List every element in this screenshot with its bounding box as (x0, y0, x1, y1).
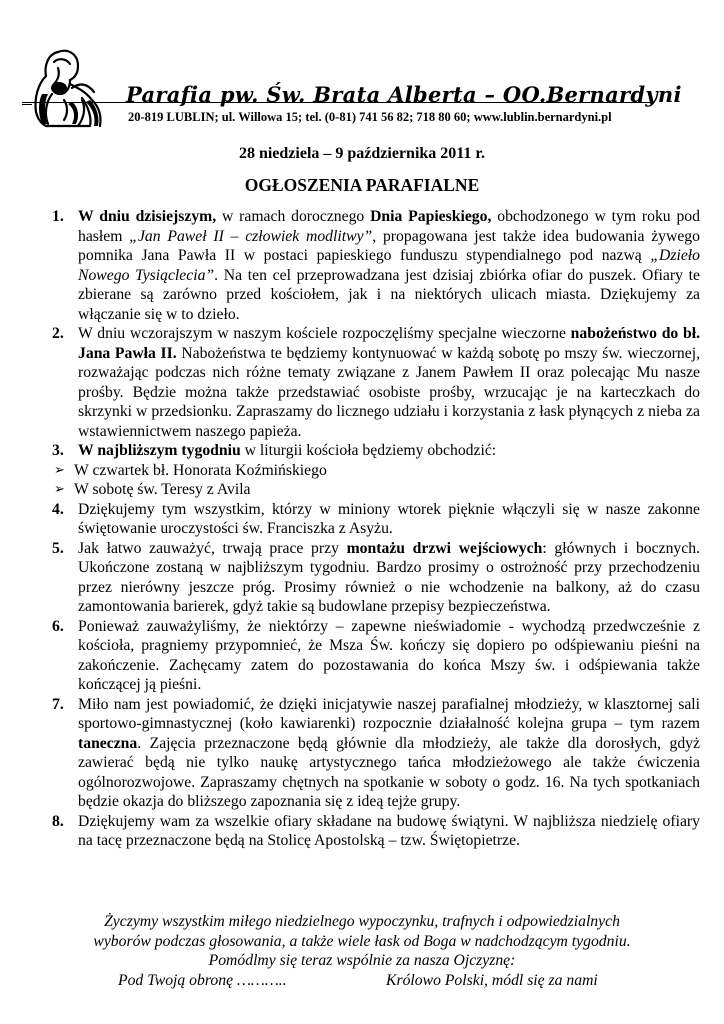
closing-wishes (0, 912, 724, 991)
announcement-number: 8. (52, 812, 64, 830)
emphasis: nabożeństwo do bł. Jana Pawła II. (78, 325, 700, 362)
arrow-bullet-icon: ➢ (54, 462, 65, 478)
quote: „Jan Paweł II – człowiek modlitwy” (129, 227, 373, 245)
closing-line: Życzymy wszystkim miłego niedzielnego wypoczynku, trafnych i odpowiedzialnych (104, 913, 620, 930)
text: Jak łatwo zauważyć, trwają prace przy (78, 539, 347, 557)
saint-figure-logo-icon (28, 44, 128, 128)
closing-line: Pomódlmy się teraz wspólnie za nasza Ojczyznę: (208, 952, 516, 969)
announcement-5 (52, 539, 700, 617)
text: Ponieważ zauważyliśmy, że niektórzy – zapewne nieświadomie - wychodzą przedwcześnie z kościoła, pragniemy przypomnieć, że Msza Św. kończy się dopiero po odśpiewaniu pieśni na zakończenie. Zachęcamy zatem do pozostawania do końca Mszy św. i odśpiewania także kończącej ją pieśni. (78, 617, 700, 693)
date-line: 28 niedziela – 9 października 2011 r. (238, 145, 486, 162)
emphasis: W dniu dzisiejszym, (78, 208, 217, 225)
announcement-number: 4. (52, 500, 64, 518)
announcement-number: 5. (52, 539, 64, 557)
emphasis: montażu drzwi wejściowych (346, 539, 543, 557)
text: W czwartek bł. Honorata Koźmińskiego (74, 461, 327, 479)
emphasis: taneczna (78, 734, 138, 752)
announcement-4 (52, 500, 700, 539)
text: obchodzonego w tym roku pod hasłem (78, 208, 700, 245)
closing-line: wyborów podczas głosowania, a także wiele łask od Boga w nadchodzącym tygodniu. (93, 932, 631, 950)
text: : głównych i bocznych. Ukończone zostaną w najbliższym tygodniu. Bardzo prosimy o ostrożność przy przechodzeniu przez nierówny jeszcze próg. Prosimy również o nie wchodzenie na balkony, aż do czasu zamontowania barierek, gdyż takie są budowlane przepisy bezpieczeństwa. (78, 539, 700, 615)
text: . Na ten cel przeprowadzana jest dzisiaj zbiórka ofiar do puszek. Ofiary te zbierane są zarówno przed kościołem, jak i na niektórych ulicach miasta. Dziękujemy za włączanie się w to dzieło. (78, 266, 700, 323)
prayer-response: Królowo Polski, módl się za nami (386, 971, 598, 989)
announcement-2 (52, 324, 700, 441)
quote: „Dzieło Nowego Tysiąclecia” (78, 247, 700, 284)
announcement-6 (52, 617, 700, 695)
emphasis: W najbliższym tygodniu (78, 442, 241, 459)
announcement-number: 2. (52, 325, 64, 342)
text: , propagowana jest także idea budowania żywego pomnika Jana Pawła II w postaci papieskiego funduszu stypendialnego pod nazwą (78, 227, 700, 264)
header-divider-tick (22, 104, 32, 105)
parish-name: Parafia pw. Św. Brata Alberta – OO.Bernardyni (126, 82, 682, 107)
prayer-verse: Pod Twoją obronę ……….. (118, 971, 287, 989)
document-title: OGŁOSZENIA PARAFIALNE (244, 175, 480, 195)
announcement-number: 1. (52, 208, 64, 225)
feast-list (52, 461, 700, 500)
announcement-8 (52, 812, 700, 851)
announcement-number: 6. (52, 617, 64, 635)
announcement-3 (52, 441, 700, 461)
text: W dniu wczorajszym w naszym kościele rozpoczęliśmy specjalne wieczorne (78, 325, 571, 342)
announcement-number: 7. (52, 695, 64, 713)
text: Dziękujemy tym wszystkim, którzy w miniony wtorek pięknie włączyli się w nasze zakonne świętowanie uroczystości św. Franciszka z Asyżu. (78, 500, 700, 537)
text: W sobotę św. Teresy z Avila (74, 481, 251, 498)
announcement-list (52, 207, 700, 851)
text: w ramach dorocznego (216, 208, 371, 225)
text: Nabożeństwa te będziemy kontynuować w każdą sobotę po mszy św. wieczornej, rozważając podczas nich różne tematy związane z Janem Pawłem II oraz polecając Mu nasze prośby. Będzie można także przedstawiać osobiste prośby, wrzucając je na karteczkach do skrzynki w przedsionku. Zapraszamy do licznego udziału i korzystania z łask płynących z nieba za wstawiennictwem naszego papieża. (78, 344, 700, 440)
emphasis: Dnia Papieskiego, (370, 208, 492, 225)
announcement-number: 3. (52, 442, 64, 459)
parish-address: 20-819 LUBLIN; ul. Willowa 15; tel. (0-81) 741 56 82; 718 80 60; www.lublin.bernardyni.pl (128, 110, 612, 124)
arrow-bullet-icon: ➢ (54, 482, 65, 497)
text: w liturgii kościoła będziemy obchodzić: (240, 442, 497, 459)
list-item (52, 480, 700, 500)
announcement-1 (52, 207, 700, 324)
text: Dziękujemy wam za wszelkie ofiary składane na budowę świątyni. W najbliższa niedzielę ofiary na tacę przeznaczone będą na Stolicę Apostolską – tzw. Świętopietrze. (78, 812, 700, 849)
text: Miło nam jest powiadomić, że dzięki inicjatywie naszej parafialnej młodzieży, w klasztornej sali sportowo-gimnastycznej (koło kawiarenki) rozpocznie działalność kolejna grupa – tym razem (78, 695, 700, 732)
closing-prayer (0, 971, 724, 991)
list-item (52, 461, 700, 481)
text: . Zajęcia przeznaczone będą głównie dla młodzieży, ale także dla dorosłych, gdyż zawierać będą nie tylko naukę artystycznego tańca młodzieżowego ale także ćwiczenia ogólnorozwojowe. Zapraszamy chętnych na spotkanie w soboty o godz. 16. Na tych spotkaniach będzie okazja do bliższego zapoznania się z ideą tejże grupy. (78, 734, 700, 810)
announcement-7 (52, 695, 700, 812)
